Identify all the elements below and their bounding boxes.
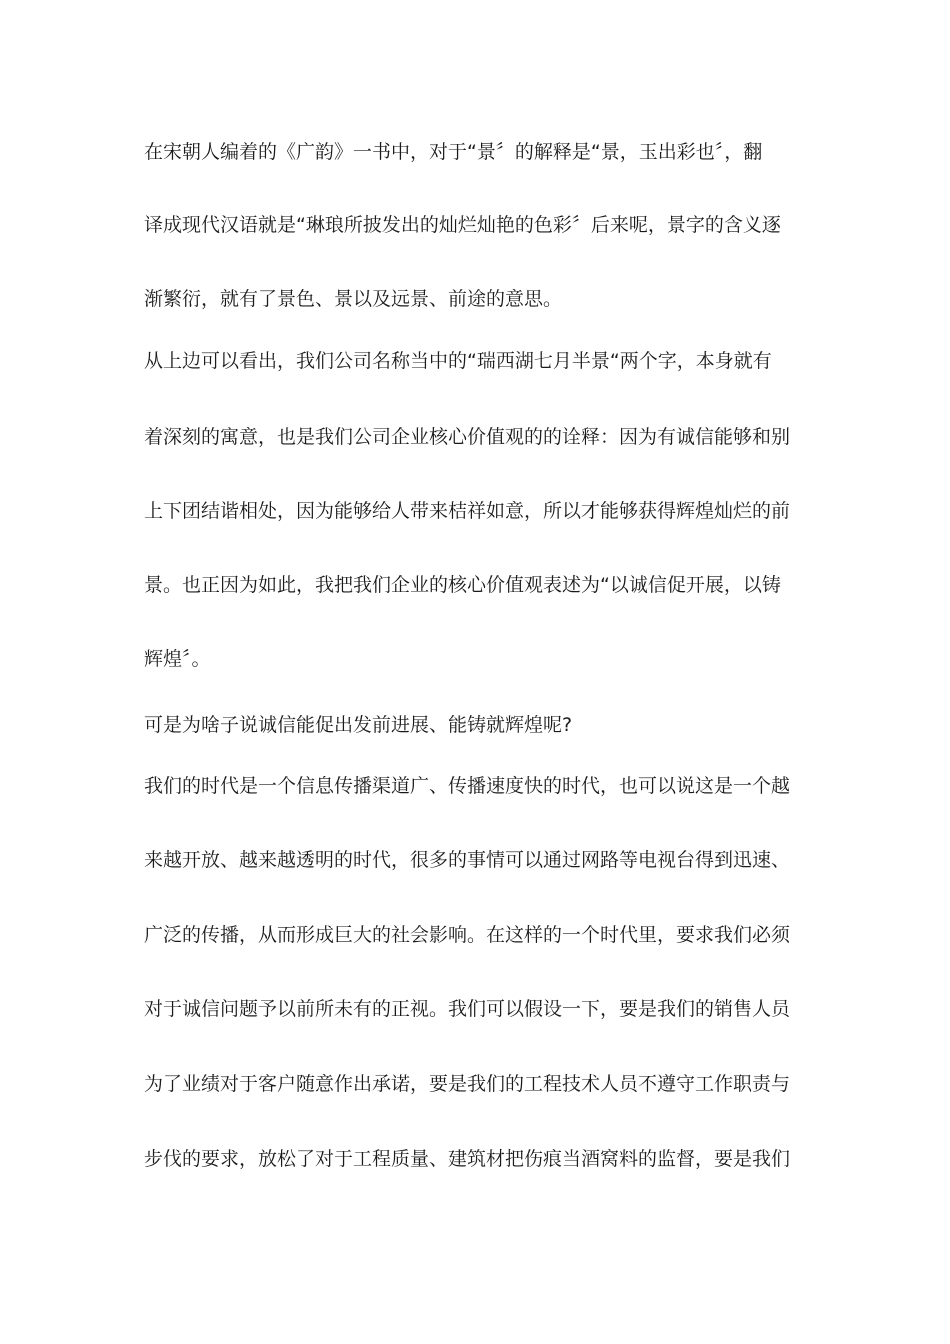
text-line: 对于诚信问题予以前所未有的正视。我们可以假设一下，要是我们的销售人员 bbox=[144, 998, 791, 1020]
text-line: 从上边可以看出，我们公司名称当中的“瑞西湖七月半景“两个字，本身就有 bbox=[144, 350, 772, 372]
text-line: 上下团结谐相处，因为能够给人带来桔祥如意，所以才能够获得辉煌灿烂的前 bbox=[144, 500, 791, 522]
text-line: 可是为啥子说诚信能促出发前进展、能铸就辉煌呢? bbox=[144, 714, 573, 736]
text-line: 着深刻的寓意，也是我们公司企业核心价值观的的诠释：因为有诚信能够和别 bbox=[144, 426, 791, 448]
text-line: 在宋朝人编着的《广韵》一书中，对于“景〞的解释是“景，玉出彩也〞，翻 bbox=[144, 141, 763, 163]
text-line: 我们的时代是一个信息传播渠道广、传播速度快的时代，也可以说这是一个越 bbox=[144, 775, 791, 797]
text-line: 步伐的要求，放松了对于工程质量、建筑材把伤痕当酒窝料的监督，要是我们 bbox=[144, 1148, 791, 1170]
text-line: 渐繁衍，就有了景色、景以及远景、前途的意思。 bbox=[144, 288, 563, 310]
text-line: 译成现代汉语就是“琳琅所披发出的灿烂灿艳的色彩〞后来呢，景字的含义逐 bbox=[144, 214, 781, 236]
text-line: 广泛的传播，从而形成巨大的社会影响。在这样的一个时代里，要求我们必须 bbox=[144, 924, 791, 946]
text-line: 为了业绩对于客户随意作出承诺，要是我们的工程技术人员不遵守工作职责与 bbox=[144, 1073, 791, 1095]
text-line: 景。也正因为如此，我把我们企业的核心价值观表述为“以诚信促开展，以铸 bbox=[144, 574, 781, 596]
text-line: 来越开放、越来越透明的时代，很多的事情可以通过网路等电视台得到迅速、 bbox=[144, 849, 791, 871]
text-line: 辉煌〞。 bbox=[144, 648, 211, 670]
